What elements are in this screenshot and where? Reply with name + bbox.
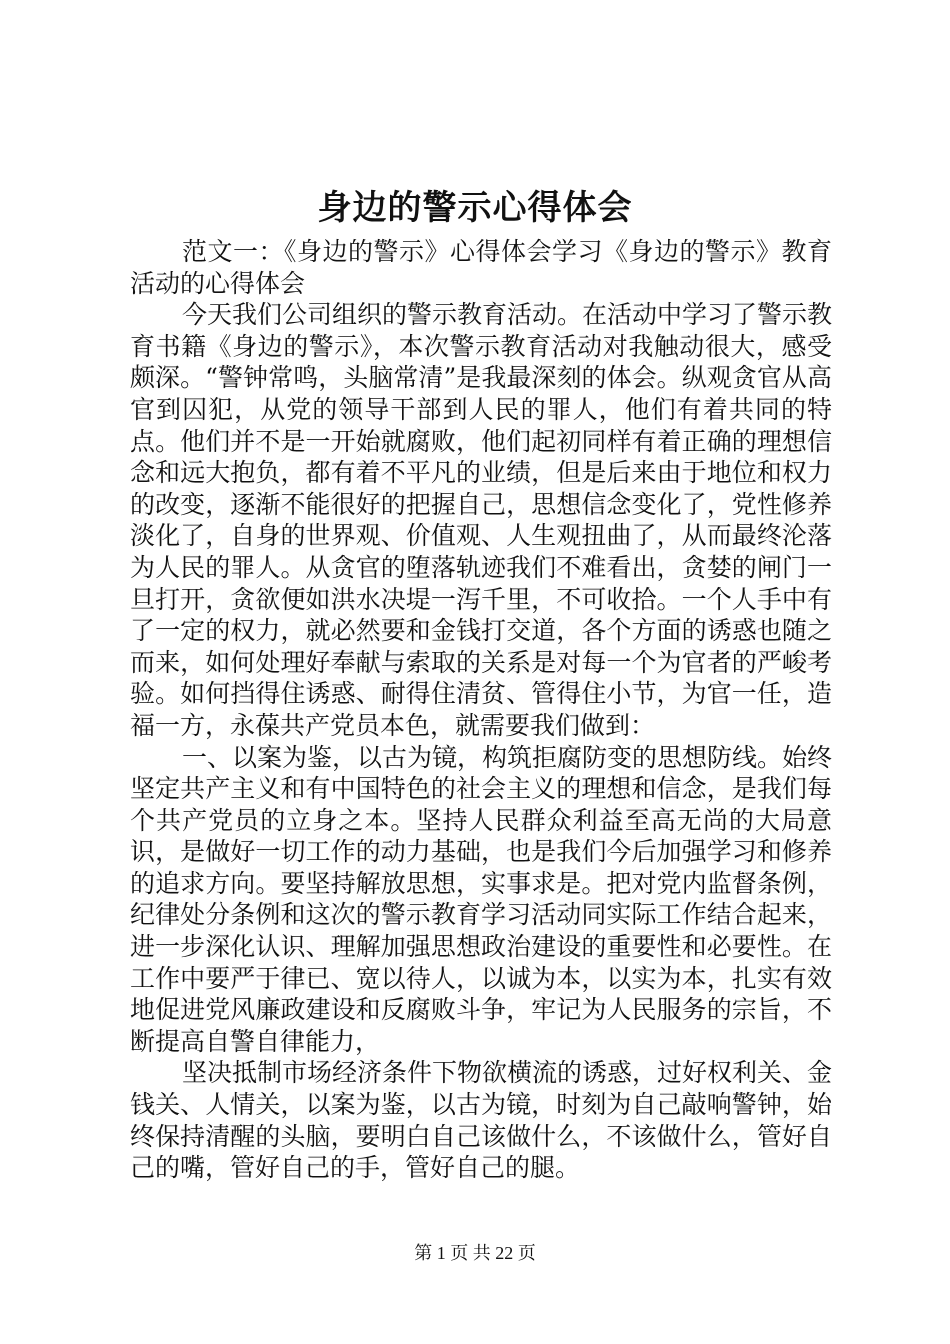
- paragraph-point-one: 一、以案为鉴，以古为镜，构筑拒腐防变的思想防线。始终坚定共产主义和有中国特色的社会主义的理想和信念，是我们每个共产党员的立身之本。坚持人民群众利益至高无尚的大局意识，是做好一切工作的动力基础，也是我们今后加强学习和修养的追求方向。要坚持解放思想，实事求是。把对党内监督条例，纪律处分条例和这次的警示教育学习活动同实际工作结合起来，进一步深化认识、理解加强思想政治建设的重要性和必要性。在工作中要严于律已、宽以待人，以诚为本，以实为本，扎实有效地促进党风廉政建设和反腐败斗争，牢记为人民服务的宗旨，不断提高自警自律能力，: [130, 742, 833, 1056]
- paragraph-intro: 范文一：《身边的警示》心得体会学习《身边的警示》教育活动的心得体会: [130, 237, 832, 298]
- document-title: 身边的警示心得体会: [317, 188, 633, 228]
- document-body: [130, 236, 832, 1184]
- paragraph-main: 今天我们公司组织的警示教育活动。在活动中学习了警示教育书籍《身边的警示》，本次警示教育活动对我触动很大，感受颇深。“警钟常鸣，头脑常清”是我最深刻的体会。纵观贪官从高官到囚犯，从党的领导干部到人民的罪人，他们有着共同的特点。他们并不是一开始就腐败，他们起初同样有着正确的理想信念和远大抱负，都有着不平凡的业绩，但是后来由于地位和权力的改变，逐渐不能很好的把握自己，思想信念变化了，党性修养淡化了，自身的世界观、价值观、人生观扭曲了，从而最终沦落为人民的罪人。从贪官的堕落轨迹我们不难看出，贪婪的闸门一旦打开，贪欲便如洪水决堤一泻千里，不可收拾。一个人手中有了一定的权力，就必然要和金钱打交道，各个方面的诱惑也随之而来，如何处理好奉献与索取的关系是对每一个为官者的严峻考验。如何挡得住诱惑、耐得住清贫、管得住小节，为官一任，造福一方，永葆共产党员本色，就需要我们做到：: [130, 300, 833, 740]
- paragraph-resist: 坚决抵制市场经济条件下物欲横流的诱惑，过好权利关、金钱关、人情关，以案为鉴，以古为镜，时刻为自己敲响警钟，始终保持清醒的头脑，要明白自己该做什么，不该做什么，管好自己的嘴，管好自己的手，管好自己的腿。: [130, 1058, 833, 1183]
- page-number-footer: 第 1 页 共 22 页: [414, 1243, 536, 1263]
